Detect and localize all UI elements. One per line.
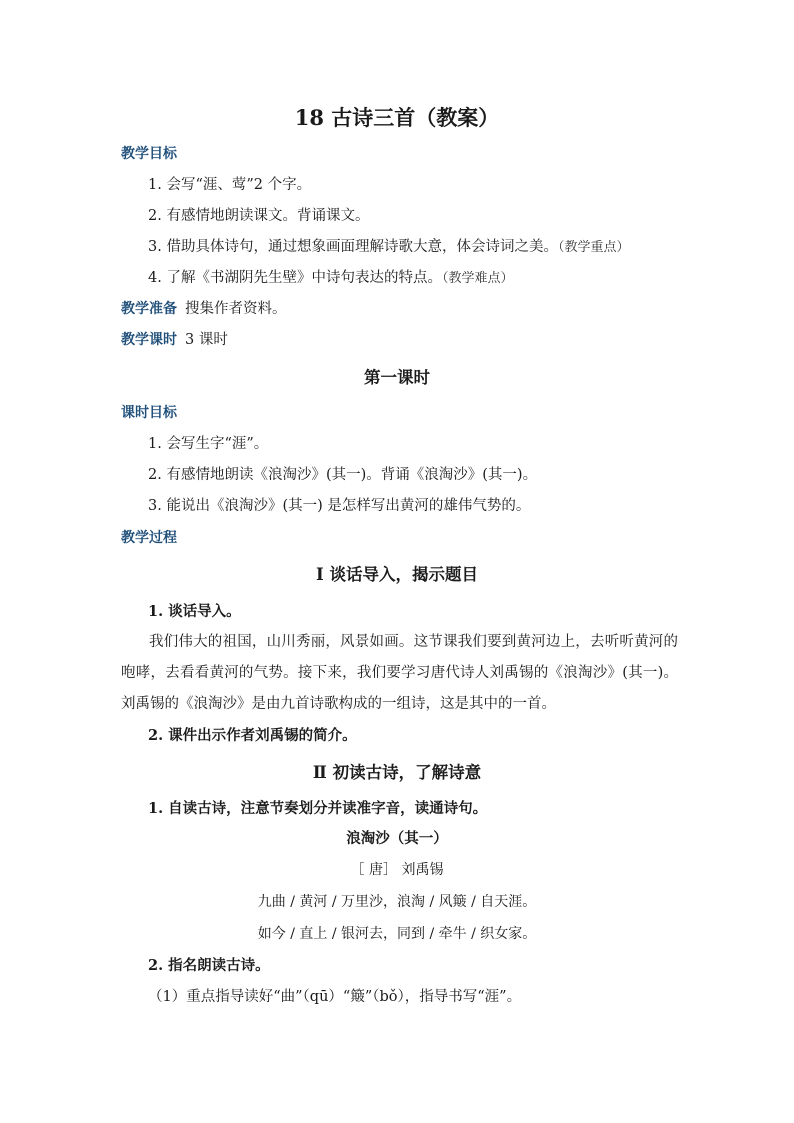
goal-item [148, 268, 513, 289]
part2-step2: 2. 指名朗读古诗。 [148, 957, 270, 974]
part1-step1: 1. 谈话导入。 [148, 603, 241, 620]
goal-text: 4. 了解《书湖阴先生壁》中诗句表达的特点。 [148, 270, 442, 286]
part2-heading: Ⅱ 初读古诗，了解诗意 [312, 763, 482, 782]
poem-author: ［ 唐］ 刘禹锡 [350, 862, 444, 878]
goal-item: 1. 会写“涯、莺”2 个字。 [148, 177, 312, 193]
teaching-prep-heading: 教学准备 [121, 301, 177, 317]
teaching-prep [121, 299, 287, 319]
page-title: 18 古诗三首（教案） [294, 105, 500, 130]
part1-heading: Ⅰ 谈话导入，揭示题目 [316, 565, 478, 584]
teaching-goals-heading: 教学目标 [121, 146, 177, 162]
part2-sub1: （1）重点指导读好“曲”（qū）“簸”（bǒ），指导书写“涯”。 [148, 989, 522, 1005]
poem-title: 浪淘沙（其一） [346, 830, 448, 847]
teaching-process-heading: 教学过程 [121, 530, 177, 546]
lesson-goal-item: 2. 有感情地朗读《浪淘沙》(其一)。背诵《浪淘沙》(其一)。 [148, 467, 538, 483]
difficulty-note: （教学难点） [441, 271, 514, 286]
lesson-goal-item: 3. 能说出《浪淘沙》(其一) 是怎样写出黄河的雄伟气势的。 [148, 498, 531, 514]
teaching-hours [121, 330, 228, 350]
teaching-prep-text: 搜集作者资料。 [185, 301, 287, 317]
part1-paragraph: 我们伟大的祖国，山川秀丽，风景如画。这节课我们要到黄河边上，去听听黄河的咆哮，去看看黄河的气势。接下来，我们要学习唐代诗人刘禹锡的《浪淘沙》(其一)。刘禹锡的《浪淘沙》是由九首诗歌构成的一组诗，这是其中的一首。 [121, 634, 678, 712]
part2-step1: 1. 自读古诗，注意节奏划分并读准字音，读通诗句。 [148, 800, 488, 817]
part1-step2: 2. 课件出示作者刘禹锡的简介。 [148, 727, 357, 744]
goal-text: 3. 借助具体诗句，通过想象画面理解诗歌大意，体会诗词之美。 [148, 239, 558, 255]
poem-line: 九曲 / 黄河 / 万里沙，浪淘 / 风簸 / 自天涯。 [257, 894, 537, 910]
poem-line: 如今 / 直上 / 银河去，同到 / 牵牛 / 织女家。 [257, 926, 537, 942]
lesson-goal-item: 1. 会写生字“涯”。 [148, 436, 269, 452]
teaching-hours-heading: 教学课时 [121, 332, 177, 348]
lesson1-heading: 第一课时 [364, 368, 430, 387]
teaching-hours-text: 3 课时 [185, 332, 228, 348]
goal-item: 2. 有感情地朗读课文。背诵课文。 [148, 208, 370, 224]
key-point-note: （教学重点） [557, 240, 630, 255]
lesson-goals-heading: 课时目标 [121, 405, 177, 421]
goal-item [148, 237, 629, 258]
